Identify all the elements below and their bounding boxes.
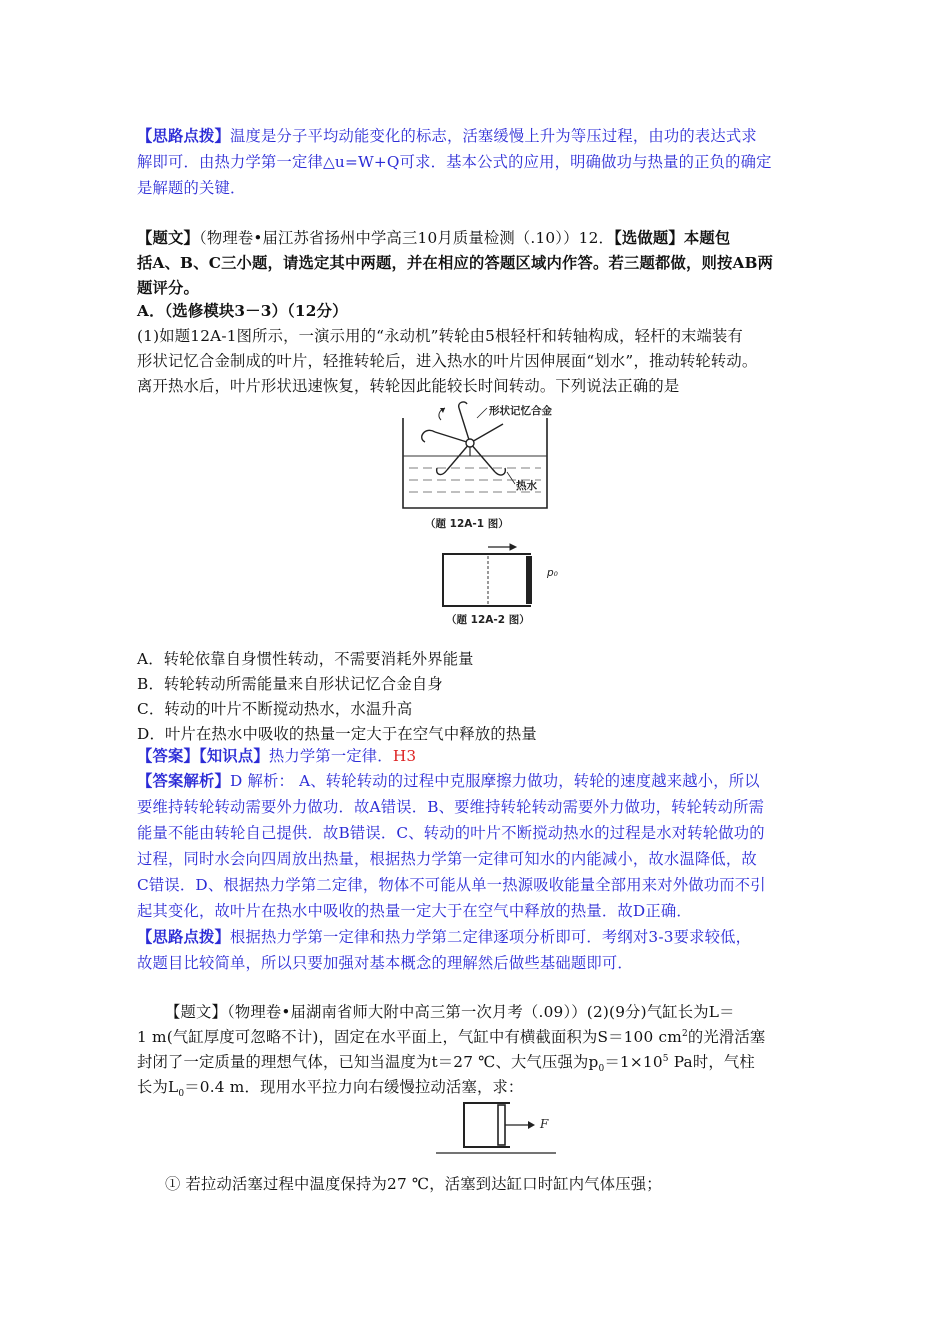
hint-line-3: 是解题的关键．	[137, 179, 246, 197]
hint-tag: 【思路点拨】	[137, 127, 230, 145]
option-a: A．转轮依靠自身惯性转动，不需要消耗外界能量	[137, 650, 474, 668]
hint2-line-1: 【思路点拨】根据热力学第一定律和热力学第二定律逐项分析即可．考纲对3-3要求较低，	[137, 928, 752, 946]
label-shape-memory-alloy: 形状记忆合金	[489, 405, 552, 417]
question2-line-1: 【题文】（物理卷•届湖南省师大附中高三第一次月考（.09））(2)(9分)气缸长为L＝	[165, 1003, 735, 1021]
label-hot-water: 热水	[516, 480, 537, 492]
hint2-tag: 【思路点拨】	[137, 928, 230, 946]
hint2-line-2: 故题目比较简单，所以只要加强对基本概念的理解然后做些基础题即可．	[137, 954, 633, 972]
question2-tag: 【题文】	[165, 1003, 227, 1021]
answer-tag: 【答案】【知识点】	[137, 747, 269, 765]
label-leader	[507, 472, 515, 484]
option-c: C．转动的叶片不断搅动热水，水温升高	[137, 700, 413, 718]
analysis-line-6: 起其变化，故叶片在热水中吸收的热量一定大于在空气中释放的热量．故D正确．	[137, 902, 692, 920]
force-arrowhead	[528, 1121, 535, 1129]
label-leader	[477, 408, 487, 418]
question2-line-3: 封闭了一定质量的理想气体，已知当温度为t＝27 ℃、大气压强为$p_0=1\times 10^5$ Pa时，气柱	[137, 1053, 755, 1075]
knowledge-point: 热力学第一定律．	[268, 747, 393, 765]
label-p0: p₀	[547, 567, 558, 579]
question-instruction-line-2: 括A、B、C三小题，请选定其中两题，并在相应的答题区域内作答。若三题都做，则按AB两	[137, 254, 774, 272]
figure-cylinder-force	[436, 1097, 556, 1159]
figure-12a-2-caption: （题 12A-2 图）	[446, 614, 530, 626]
label-force: F	[540, 1117, 549, 1131]
analysis-line-5: C错误．D、根据热力学第二定律，物体不可能从单一热源吸收能量全部用来对外做功而不引	[137, 876, 766, 894]
question2-line-4: 长为$L_0=0.4$ m．现用水平拉力向右缓慢拉动活塞，求：	[137, 1078, 524, 1100]
question-instruction: 【选做题】本题包	[614, 229, 731, 247]
cylinder-wall	[443, 554, 531, 606]
question-source: （物理卷•届江苏省扬州中学高三10月质量检测（.10））12．	[199, 229, 615, 247]
question-text-line-1: (1)如题12A-1图所示，一演示用的“永动机”转轮由5根轻杆和转轴构成，轻杆的末端装有	[137, 327, 744, 345]
option-b: B．转轮转动所需能量来自形状记忆合金自身	[137, 675, 443, 693]
piston	[526, 556, 532, 604]
piston	[498, 1105, 505, 1145]
analysis-line-3: 能量不能由转轮自己提供．故B错误．C、转动的叶片不断搅动热水的过程是水对转轮做功的	[137, 824, 765, 842]
sub-question-1: ① 若拉动活塞过程中温度保持为27 ℃，活塞到达缸口时缸内气体压强；	[165, 1175, 662, 1193]
question-tag: 【题文】	[137, 229, 199, 247]
wheel-axle	[466, 439, 474, 447]
question2-line-2: 1 m(气缸厚度可忽略不计)，固定在水平面上，气缸中有横截面积为S＝100 $cm^2$的光滑活塞	[137, 1028, 766, 1046]
analysis-line-2: 要维持转轮转动需要外力做功．故A错误．B、要维持转轮转动需要外力做功，转轮转动所需	[137, 798, 765, 816]
question-header-line	[137, 227, 730, 249]
analysis-line-1: 【答案解析】D 解析： A、转轮转动的过程中克服摩擦力做功，转轮的速度越来越小，所以	[137, 772, 760, 790]
option-d: D．叶片在热水中吸收的热量一定大于在空气中释放的热量	[137, 725, 537, 743]
question-instruction-line-3: 题评分。	[137, 279, 199, 297]
figure-12a-2-cylinder	[438, 540, 558, 610]
hint-line-2: 解即可．由热力学第一定律△u=W+Q可求．基本公式的应用，明确做功与热量的正负的确定	[137, 153, 772, 171]
question-text-line-2: 形状记忆合金制成的叶片，轻推转轮后，进入热水的叶片因伸展面“划水”，推动转轮转动。	[137, 352, 758, 370]
question-text-line-3: 离开热水后，叶片形状迅速恢复，转轮因此能较长时间转动。下列说法正确的是	[137, 377, 680, 395]
knowledge-code: H3	[392, 747, 417, 765]
analysis-tag: 【答案解析】	[137, 772, 230, 790]
figure-12a-1-caption: （题 12A-1 图）	[425, 518, 509, 530]
analysis-line-4: 过程，同时水会向四周放出热量，根据热力学第一定律可知水的内能减小，故水温降低，故	[137, 850, 757, 868]
answer-line	[137, 745, 416, 767]
hint-line-1: 【思路点拨】温度是分子平均动能变化的标志，活塞缓慢上升为等压过程，由功的表达式求	[137, 127, 757, 145]
module-heading: A．（选修模块3－3）（12分）	[137, 302, 348, 320]
